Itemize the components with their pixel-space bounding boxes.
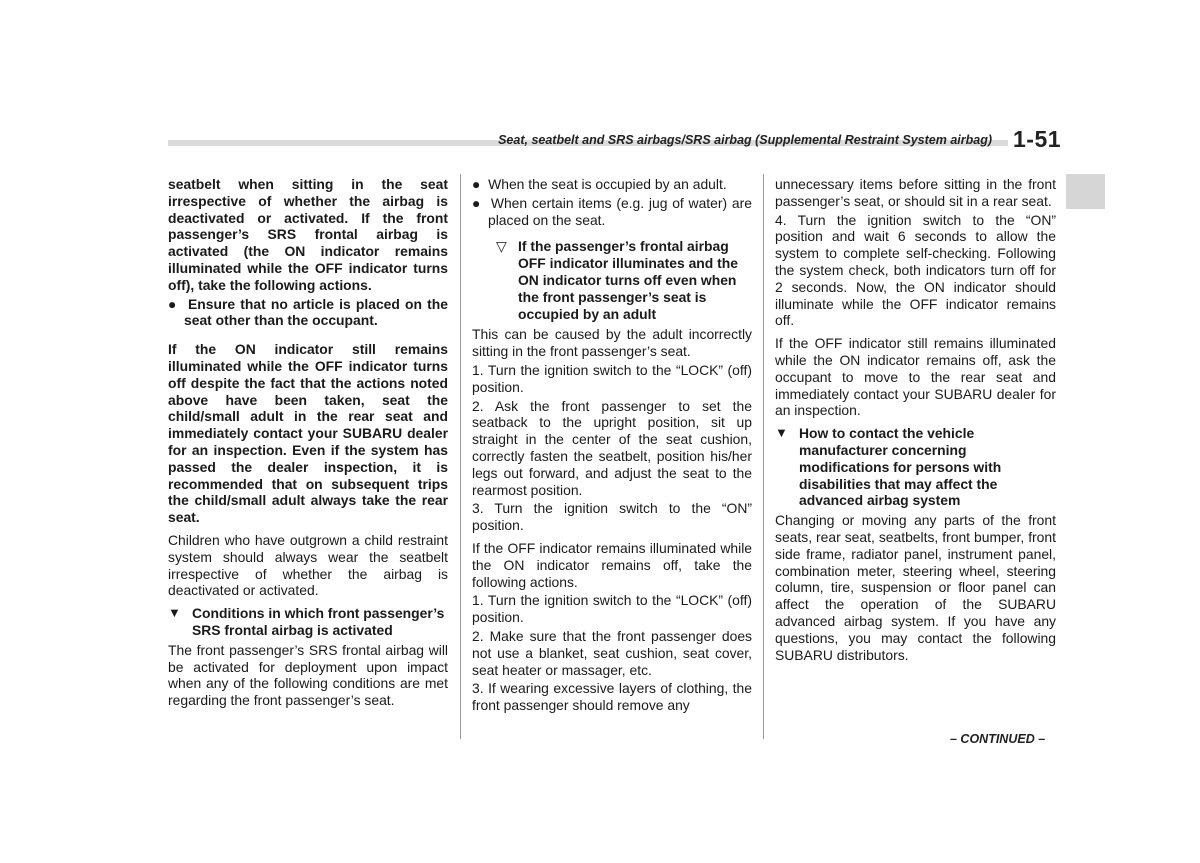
triangle-down-icon: ▼ bbox=[168, 605, 181, 621]
paragraph: If the ON indicator still remains illuminated while the OFF indicator turns off despite the fact that the actions noted above have been taken, seat the child/small adult in the rear seat and immediately contact your SUBARU dealer for an inspection. Even if the system has passed the dealer inspection, it is recommended that on subsequent trips the child/small adult always take the rear seat. bbox=[168, 341, 448, 526]
heading-text: Conditions in which front passenger’s SRS frontal airbag is activated bbox=[192, 605, 445, 638]
bullet-item bbox=[472, 176, 752, 193]
bullet-icon: ● bbox=[168, 295, 189, 312]
section-title: Seat, seatbelt and SRS airbags/SRS airbag (Supplemental Restraint System airbag) bbox=[498, 133, 992, 147]
column-divider bbox=[460, 174, 461, 739]
step: 3. If wearing excessive layers of clothing, the front passenger should remove any bbox=[472, 680, 752, 714]
bullet-text: When certain items (e.g. jug of water) are placed on the seat. bbox=[488, 194, 752, 228]
triangle-outline-icon: ▽ bbox=[496, 238, 507, 255]
sub-heading bbox=[496, 238, 752, 322]
step: 2. Make sure that the front passenger does not use a blanket, seat cushion, seat cover, seat heater or massager, etc. bbox=[472, 627, 752, 678]
page-number: 1-51 bbox=[1013, 126, 1062, 152]
step: 2. Ask the front passenger to set the seatback to the upright position, sit up straight in the center of the seat cushion, correctly fasten the seatbelt, position his/her legs out forward, and adjust the seat to the rearmost position. bbox=[472, 397, 752, 498]
section-heading bbox=[775, 425, 1056, 509]
bullet-item bbox=[168, 296, 448, 330]
step: 1. Turn the ignition switch to the “LOCK” (off) position. bbox=[472, 592, 752, 626]
heading-text: How to contact the vehicle manufacturer concerning modifications for persons with disabilities that may affect the advanced airbag system bbox=[799, 425, 1002, 509]
column-3 bbox=[775, 176, 1056, 665]
section-heading bbox=[168, 605, 448, 639]
chapter-tab bbox=[1066, 174, 1105, 209]
column-2 bbox=[472, 176, 752, 716]
bullet-text: Ensure that no article is placed on the seat other than the occupant. bbox=[184, 295, 449, 329]
bullet-icon: ● bbox=[472, 176, 489, 192]
paragraph: Changing or moving any parts of the front seats, rear seat, seatbelts, front bumper, front side frame, radiator panel, instrument panel, combination meter, steering wheel, steering column, tire, suspension or floor panel can affect the operation of the SUBARU advanced airbag system. If you have any questions, you may contact the following SUBARU distributors. bbox=[775, 512, 1056, 663]
paragraph: Children who have outgrown a child restraint system should always wear the seatbelt irrespective of whether the airbag is deactivated or activated. bbox=[168, 531, 448, 599]
bullet-icon: ● bbox=[472, 194, 491, 211]
paragraph: This can be caused by the adult incorrectly sitting in the front passenger’s seat. bbox=[472, 326, 752, 360]
bullet-item bbox=[472, 195, 752, 229]
bullet-text: When the seat is occupied by an adult. bbox=[488, 176, 727, 192]
column-divider bbox=[763, 174, 764, 739]
paragraph: seatbelt when sitting in the seat irrespective of whether the airbag is deactivated or activated. If the front passenger’s SRS frontal airbag is activated (the ON indicator remains illuminated while the OFF indicator turns off), take the following actions. bbox=[168, 176, 448, 293]
step: 1. Turn the ignition switch to the “LOCK” (off) position. bbox=[472, 361, 752, 395]
step: 3. Turn the ignition switch to the “ON” position. bbox=[472, 500, 752, 534]
column-1 bbox=[168, 176, 448, 711]
triangle-down-icon: ▼ bbox=[775, 425, 788, 441]
continued-label: – CONTINUED – bbox=[950, 732, 1046, 746]
paragraph: If the OFF indicator remains illuminated while the ON indicator remains off, take the following actions. bbox=[472, 539, 752, 590]
paragraph: If the OFF indicator still remains illuminated while the ON indicator remains off, ask the occupant to move to the rear seat and immediately contact your SUBARU dealer for an inspection. bbox=[775, 335, 1056, 419]
sub-heading-text: If the passenger’s frontal airbag OFF indicator illuminates and the ON indicator turns off even when the front passenger’s seat is occupied by an adult bbox=[518, 238, 738, 322]
paragraph: The front passenger’s SRS frontal airbag will be activated for deployment upon impact when any of the following conditions are met regarding the front passenger’s seat. bbox=[168, 641, 448, 709]
paragraph: unnecessary items before sitting in the front passenger’s seat, or should sit in a rear seat. bbox=[775, 176, 1056, 209]
step: 4. Turn the ignition switch to the “ON” position and wait 6 seconds to allow the system to complete self-checking. Following the system check, both indicators turn off for 2 seconds. Now, the ON indicator should illuminate while the OFF indicator remains off. bbox=[775, 211, 1056, 329]
